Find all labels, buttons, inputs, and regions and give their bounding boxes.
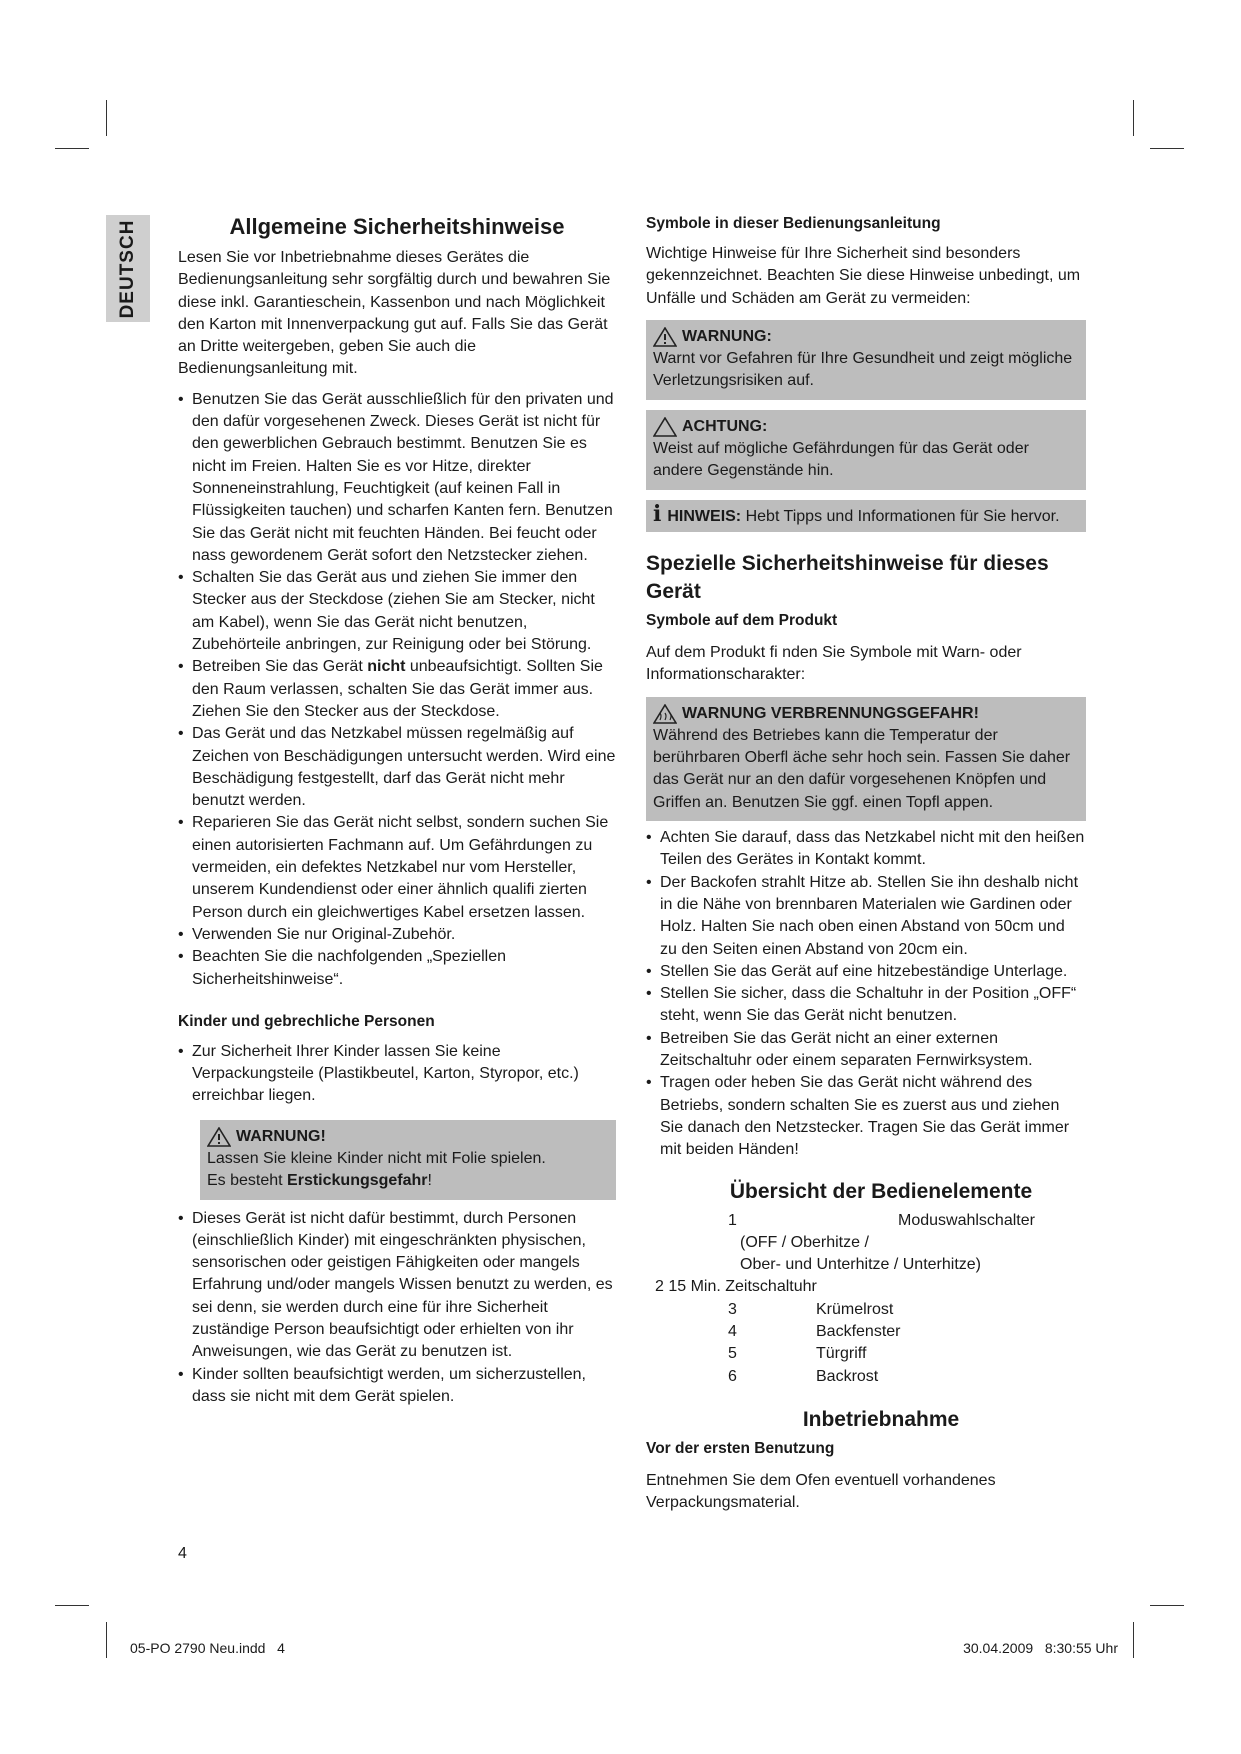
list-item: • Verwenden Sie nur Original-Zubehör.	[178, 924, 616, 946]
warning-text: Warnt vor Gefahren für Ihre Gesundheit und zeigt mögliche Verletzungsrisiken auf.	[653, 350, 1073, 390]
control-detail: (OFF / Oberhitze /	[740, 1233, 869, 1251]
crop-mark	[55, 1605, 89, 1606]
info-title: HINWEIS:	[667, 507, 742, 525]
table-row: 3 Krümelrost	[728, 1300, 894, 1318]
safety-list	[178, 389, 616, 991]
kinder-list	[178, 1041, 616, 1108]
caution-triangle-icon	[653, 417, 677, 437]
subsection-heading: Symbole in dieser Bedienungsanleitung	[646, 215, 941, 232]
crop-mark	[1133, 1622, 1134, 1658]
footer-timestamp: 30.04.2009 8:30:55 Uhr	[963, 1640, 1118, 1656]
footer-file: 05-PO 2790 Neu.indd 4	[130, 1640, 285, 1656]
controls-table	[728, 1299, 900, 1388]
section-title: Inbetriebnahme	[802, 1407, 960, 1431]
special-list	[646, 827, 1086, 1161]
control-label: Moduswahlschalter	[898, 1211, 1035, 1229]
control-number: 1	[728, 1211, 737, 1229]
crop-mark	[55, 148, 89, 149]
section-title: Übersicht der Bedienelemente	[729, 1179, 1033, 1203]
crop-mark	[1133, 100, 1134, 136]
warning-box	[646, 320, 1086, 400]
language-tab	[106, 215, 150, 322]
symbols-intro: Wichtige Hinweise für Ihre Sicherheit sind besonders gekennzeichnet. Beachten Sie diese Hinweise unbedingt, um Unfälle und Schäden am Gerät zu vermeiden:	[646, 245, 1081, 307]
table-row: 6 Backrost	[728, 1367, 879, 1385]
control-item: 2 15 Min. Zeitschaltuhr	[655, 1278, 817, 1296]
list-item: • Zur Sicherheit Ihrer Kinder lassen Sie keine Verpackungsteile (Plastikbeutel, Karton, Styropor, etc.) erreichbar liegen.	[178, 1041, 616, 1108]
warning-triangle-icon	[653, 327, 677, 347]
info-text: Hebt Tipps und Informationen für Sie hervor.	[745, 507, 1060, 525]
list-item: • Benutzen Sie das Gerät ausschließlich für den privaten und den dafür vorgesehenen Zweck. Dieses Gerät ist nicht für den gewerblichen Gebrauch bestimmt. Benutzen Sie es nicht im Freien. Halten Sie es vor Hitze, direkter Sonneneinstrahlung, Feuchtigkeit (auf keinen Fall in Flüssigkeiten tauchen) und scharfen Kanten fern. Benutzen Sie das Gerät nicht mit feuchten Händen. Bei feucht oder nass gewordenem Gerät sofort den Netzstecker ziehen.	[178, 389, 616, 567]
crop-mark	[1150, 1605, 1184, 1606]
list-item: • Betreiben Sie das Gerät nicht unbeaufsichtigt. Sollten Sie den Raum verlassen, schalten Sie das Gerät immer aus. Ziehen Sie den Stecker aus der Steckdose.	[178, 656, 616, 723]
list-item: • Das Gerät und das Netzkabel müssen regelmäßig auf Zeichen von Beschädigungen untersucht werden. Wird eine Beschädigung festgestellt, darf das Gerät nicht mehr benutzt werden.	[178, 723, 616, 812]
list-item: • Betreiben Sie das Gerät nicht an einer externen Zeitschaltuhr oder einem separaten Fernwirksystem.	[646, 1028, 1086, 1073]
info-icon: i	[653, 500, 662, 527]
list-item: • Reparieren Sie das Gerät nicht selbst, sondern suchen Sie einen autorisierten Fachmann auf. Um Gefährdungen zu vermeiden, ein defektes Netzkabel nur vom Hersteller, unserem Kundendienst oder einer ähnlich qualifi zierten Person durch ein gleichwertiges Kabel ersetzen lassen.	[178, 812, 616, 923]
caution-title: ACHTUNG:	[682, 417, 768, 435]
start-text: Entnehmen Sie dem Ofen eventuell vorhandenes Verpackungsmaterial.	[646, 1471, 996, 1512]
list-item: • Achten Sie darauf, dass das Netzkabel nicht mit den heißen Teilen des Gerätes in Kontakt kommt.	[646, 827, 1086, 872]
section-title: Allgemeine Sicherheitshinweise	[229, 214, 565, 239]
burn-warning-text: Während des Betriebes kann die Temperatur der berührbaren Oberfl äche sehr hoch sein. Fassen Sie daher das Gerät nur an den dafür vorgesehenen Knöpfen und Griffen an. Benutzen Sie ggf. einen Topfl appen.	[653, 726, 1071, 811]
list-item: • Kinder sollten beaufsichtigt werden, um sicherzustellen, dass sie nicht mit dem Gerät spielen.	[178, 1364, 616, 1409]
list-item: • Stellen Sie das Gerät auf eine hitzebeständige Unterlage.	[646, 961, 1086, 983]
control-detail: Ober- und Unterhitze / Unterhitze)	[740, 1256, 981, 1274]
section-title: Spezielle Sicherheitshinweise für dieses Gerät	[646, 551, 1049, 603]
list-item: • Schalten Sie das Gerät aus und ziehen Sie immer den Stecker aus der Steckdose (ziehen Sie am Stecker, nicht am Kabel), wenn Sie das Gerät nicht benutzen, Zubehörteile anbringen, zur Reinigung oder bei Störung.	[178, 567, 616, 656]
list-item: • Der Backofen strahlt Hitze ab. Stellen Sie ihn deshalb nicht in die Nähe von brennbaren Materialen wie Gardinen oder Holz. Halten Sie nach oben einen Abstand von 50cm und zu den Seiten einen Abstand von 20cm ein.	[646, 872, 1086, 961]
persons-list	[178, 1208, 616, 1409]
warning-text: Lassen Sie kleine Kinder nicht mit Folie spielen.	[207, 1149, 546, 1167]
warning-text: Es besteht Erstickungsgefahr!	[207, 1172, 432, 1190]
crop-mark	[106, 1622, 107, 1658]
subsection-heading: Kinder und gebrechliche Personen	[178, 1012, 435, 1030]
controls-overview	[646, 1210, 1086, 1388]
table-row: 4 Backfenster	[728, 1322, 901, 1340]
crop-mark	[106, 100, 107, 136]
intro-paragraph: Lesen Sie vor Inbetriebnahme dieses Gerätes die Bedienungsanleitung sehr sorgfältig durch und bewahren Sie diese inkl. Garantieschein, Kassenbon und nach Möglichkeit den Karton mit Innenverpackung gut auf. Falls Sie das Gerät an Dritte weitergeben, geben Sie auch die Bedienungsanleitung mit.	[178, 249, 611, 378]
caution-text: Weist auf mögliche Gefährdungen für das Gerät oder andere Gegenstände hin.	[653, 440, 1029, 480]
warning-box	[200, 1120, 616, 1200]
hot-surface-icon	[653, 704, 677, 724]
list-item: • Dieses Gerät ist nicht dafür bestimmt, durch Personen (einschließlich Kinder) mit eingeschränkten physischen, sensorischen oder geistigen Fähigkeiten oder mangels Erfahrung und/oder mangels Wissen benutzt zu werden, es sei denn, sie werden durch eine für ihre Sicherheit zuständige Person beaufsichtigt oder erhielten von ihr Anweisungen, wie das Gerät zu benutzen ist.	[178, 1208, 616, 1364]
page-number: 4	[178, 1545, 187, 1562]
warning-title: WARNUNG:	[682, 327, 772, 345]
list-item: • Stellen Sie sicher, dass die Schaltuhr in der Position „OFF“ steht, wenn Sie das Gerät nicht benutzen.	[646, 983, 1086, 1028]
right-column	[646, 213, 1086, 1514]
info-box	[646, 500, 1086, 532]
list-item: • Tragen oder heben Sie das Gerät nicht während des Betriebs, sondern schalten Sie es zuerst aus und ziehen Sie danach den Netzstecker. Tragen Sie das Gerät immer mit beiden Händen!	[646, 1072, 1086, 1161]
product-symbols-text: Auf dem Produkt fi nden Sie Symbole mit Warn- oder Informationscharakter:	[646, 643, 1022, 684]
crop-mark	[1150, 148, 1184, 149]
list-item: • Beachten Sie die nachfolgenden „Speziellen Sicherheitshinweise“.	[178, 946, 616, 991]
language-tab-label: DEUTSCH	[117, 219, 138, 318]
warning-title: WARNUNG!	[236, 1127, 326, 1145]
burn-warning-box	[646, 697, 1086, 821]
warning-triangle-icon	[207, 1127, 231, 1147]
subsection-heading: Symbole auf dem Produkt	[646, 611, 838, 629]
caution-box	[646, 410, 1086, 490]
burn-warning-title: WARNUNG VERBRENNUNGSGEFAHR!	[682, 704, 979, 722]
subsection-heading: Vor der ersten Benutzung	[646, 1439, 835, 1457]
table-row: 5 Türgriff	[728, 1345, 867, 1363]
left-column	[178, 213, 616, 1408]
